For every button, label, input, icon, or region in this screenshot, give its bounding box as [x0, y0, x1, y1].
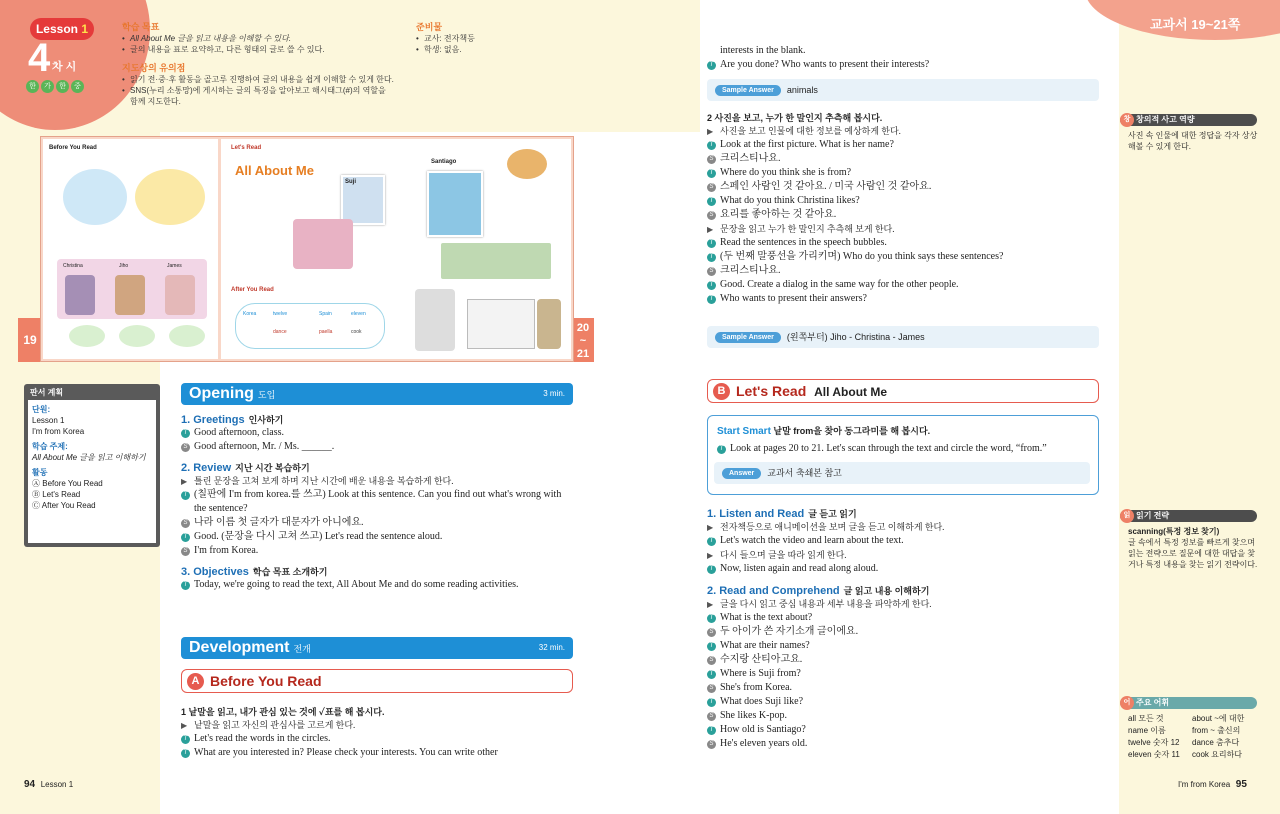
listen-heading: 1. Listen and Read 글 듣고 읽기	[707, 508, 857, 520]
dialog-line: T What are their names?	[707, 639, 1102, 653]
dialog-line: S 두 아이가 쓴 자기소개 글이에요.	[707, 625, 1102, 639]
instruction-line: ▶ 글을 다시 읽고 중심 내용과 세부 내용을 파악하게 한다.	[707, 599, 932, 609]
period-number: 4	[28, 36, 51, 80]
dialog-line: S 크리스티나요.	[707, 152, 1102, 166]
dialog-line: T Look at pages 20 to 21. Let's scan through the text and circle the word, “from.”	[717, 442, 1097, 456]
review-heading: 2. Review 지난 시간 복습하기	[181, 462, 310, 474]
book-page-number: 20 ~ 21	[572, 318, 594, 362]
notes-title: 지도상의 유의점	[122, 63, 186, 73]
continuation: interests in the blank.	[720, 45, 806, 56]
textbook-thumbnail	[40, 136, 574, 362]
vocab-row: all 모든 것 about ~에 대한	[1128, 714, 1245, 723]
activity-item: Ⓑ Let's Read	[32, 490, 81, 499]
prep-item: • 교사: 전자책등	[416, 33, 536, 44]
reading-strategy-tag: 읽 읽기 전략	[1120, 510, 1257, 522]
prep-title: 준비물	[416, 22, 443, 32]
right-top	[707, 44, 1102, 72]
opening-body	[181, 413, 576, 592]
dialog-line: S 나라 이름 첫 글자가 대문자가 아니에요.	[181, 516, 576, 530]
dialog-line: T Who wants to present their answers?	[707, 292, 1102, 306]
prep-item: • 학생: 없음.	[416, 44, 536, 55]
book-page-20-21: Let's Read All About Me Suji Santiago After You Read Korea twelve Spain eleven dance paella cook	[221, 139, 571, 359]
learning-goals	[122, 20, 412, 107]
greetings-heading: 1. Greetings 인사하기	[181, 414, 284, 426]
dialog-line: T Are you done? Who wants to present their interests?	[707, 58, 1102, 72]
question-1	[181, 705, 576, 760]
read-comp-heading: 2. Read and Comprehend 글 읽고 내용 이해하기	[707, 585, 930, 597]
dialog-line: S 요리를 좋아하는 것 같아요.	[707, 208, 1102, 222]
dialog-line: T What do you think Christina likes?	[707, 194, 1102, 208]
skill-dot: 한	[56, 80, 69, 93]
unit-line: I'm from Korea	[32, 427, 85, 436]
activities-heading: 활동	[32, 468, 48, 477]
before-you-read-header: A Before You Read	[181, 669, 573, 693]
activity-item: Ⓒ After You Read	[32, 501, 96, 510]
creative-thinking-note: 사진 속 인물에 대한 정답을 각자 상상해볼 수 있게 한다.	[1128, 131, 1258, 151]
dialog-line: S 수지랑 산티아고요.	[707, 653, 1102, 667]
dialog-line: T Look at the first picture. What is her name?	[707, 138, 1102, 152]
book-title: All About Me	[235, 163, 314, 178]
skill-dot: 중	[71, 80, 84, 93]
dialog-line: T Where is Suji from?	[707, 667, 1102, 681]
start-smart-title: Start Smart 낱말 from을 찾아 동그라미를 해 봅시다.	[717, 426, 931, 437]
dialog-line: T (두 번째 말풍선을 가리키며) Who do you think says these sentences?	[707, 250, 1102, 264]
note-item: • SNS(누리 소통망)에 게시하는 글의 특징을 알아보고 해시태그(#)의 역할을 함께 지도한다.	[122, 85, 392, 107]
right-footer: I'm from Korea 95	[1178, 779, 1247, 790]
dialog-line: T Read the sentences in the speech bubbles.	[707, 236, 1102, 250]
topic-text: All About Me 글을 읽고 이해하기	[32, 453, 146, 462]
vocab-list	[1128, 713, 1268, 761]
dialog-line: S 크리스티나요.	[707, 264, 1102, 278]
instruction-line: ▶ 낱말을 읽고 자신의 관심사를 고르게 한다.	[181, 720, 356, 730]
book-page-19	[43, 139, 218, 359]
sample-answer-box: Sample Answer (왼쪽부터) Jiho - Christina - James	[707, 326, 1099, 348]
lesson-pill: Lesson 1	[30, 18, 94, 40]
dialog-line: T Let's read the words in the circles.	[181, 732, 576, 746]
unit-line: Lesson 1	[32, 416, 65, 425]
board-plan	[24, 384, 160, 547]
people-photos: Christina Jiho James	[57, 259, 207, 319]
reading-strategy-note: scanning(특정 정보 찾기) 글 속에서 특정 정보를 빠르게 찾으며 읽는 전략으로 질문에 대한 대답을 찾거나 특정 내용을 찾는 읽기 전략이다.	[1128, 527, 1258, 569]
dialog-line: T Good. Create a dialog in the same way for the other people.	[707, 278, 1102, 292]
dialog-line: T Where do you think she is from?	[707, 166, 1102, 180]
opening-header: Opening 도입 3 min.	[181, 383, 573, 405]
textbook-pages-label: 교과서 19~21쪽	[1150, 17, 1241, 32]
activity-item: Ⓐ Before You Read	[32, 479, 103, 488]
dialog-line: T How old is Santiago?	[707, 723, 1102, 737]
dialog-line: S He's eleven years old.	[707, 737, 1102, 751]
question-2	[707, 111, 1102, 306]
word-circle	[63, 169, 127, 225]
word-circle	[135, 169, 205, 225]
start-smart-box	[707, 415, 1099, 495]
dialog-line: T What is the text about?	[707, 611, 1102, 625]
dialog-line: T Let's watch the video and learn about the text.	[707, 534, 1102, 548]
dialog-line: S I'm from Korea.	[181, 544, 576, 558]
dialog-line: T What does Suji like?	[707, 695, 1102, 709]
period-label: 차 시	[52, 61, 77, 73]
instruction-line: ▶ 틀린 문장을 고쳐 보게 하며 지난 시간에 배운 내용을 복습하게 한다.	[181, 476, 454, 486]
dialog-line: T Good afternoon, class.	[181, 426, 576, 440]
instruction-line: ▶ 다시 들으며 글을 따라 읽게 한다.	[707, 550, 847, 560]
instruction-line: ▶ 문장을 읽고 누가 한 말인지 추측해 보게 한다.	[707, 224, 895, 234]
vocab-row: eleven 숫자 11 cook 요리하다	[1128, 750, 1243, 759]
instruction-line: ▶ 전자책등으로 애니메이션을 보며 글을 듣고 이해하게 한다.	[707, 522, 945, 532]
skill-dot: 가	[41, 80, 54, 93]
dialog-line: T Now, listen again and read along aloud.	[707, 562, 1102, 576]
dialog-line: S She's from Korea.	[707, 681, 1102, 695]
key-vocab-tag: 어 주요 어휘	[1120, 697, 1257, 709]
skill-dots	[26, 80, 84, 93]
unit-heading: 단원:	[32, 405, 51, 414]
development-header: Development 전개 32 min.	[181, 637, 573, 659]
skill-dot: 한	[26, 80, 39, 93]
left-footer: 94 Lesson 1	[24, 779, 74, 790]
question-title: 2 사진을 보고, 누가 한 말인지 추측해 봅시다.	[707, 113, 883, 123]
lets-read-header: B Let's Read All About Me	[707, 379, 1099, 403]
goal-item: • 글의 내용을 표로 요약하고, 다른 형태의 글로 쓸 수 있다.	[122, 44, 412, 55]
book-heading: Let's Read	[231, 145, 262, 151]
board-plan-title: 판서 계획	[30, 388, 64, 397]
goal-item: • All About Me 글을 읽고 내용을 이해할 수 있다.	[122, 33, 412, 44]
dialog-line: T What are you interested in? Please check your interests. You can write other	[181, 746, 576, 760]
goals-title: 학습 목표	[122, 22, 160, 32]
topic-heading: 학습 주제:	[32, 442, 68, 451]
vocab-row: twelve 숫자 12 dance 춤추다	[1128, 738, 1240, 747]
listen-and-read	[707, 507, 1102, 751]
book-heading: Before You Read	[49, 145, 97, 151]
sample-answer-box: Sample Answer animals	[707, 79, 1099, 101]
materials	[416, 20, 536, 55]
dialog-line: S Good afternoon, Mr. / Ms. ______.	[181, 440, 576, 454]
answer-box: Answer 교과서 축쇄본 참고	[714, 462, 1090, 484]
dialog-line: T Today, we're going to read the text, All About Me and do some reading activities.	[181, 578, 576, 592]
creative-thinking-tag: 창 창의적 사고 역량	[1120, 114, 1257, 126]
vocab-row: name 이름 from ~ 출신의	[1128, 726, 1241, 735]
objectives-heading: 3. Objectives 학습 목표 소개하기	[181, 566, 328, 578]
dialog-line: T (칠판에 I'm from korea.를 쓰고) Look at this sentence. Can you find out what's wrong with the sentence?	[181, 488, 576, 516]
book-page-number: 19	[18, 318, 42, 362]
dialog-line: S She likes K-pop.	[707, 709, 1102, 723]
instruction-line: ▶ 사진을 보고 인물에 대한 정보를 예상하게 한다.	[707, 126, 901, 136]
note-item: • 읽기 전·중·후 활동을 골고루 진행하여 글의 내용을 쉽게 이해할 수 있게 한다.	[122, 74, 412, 85]
question-title: 1 낱말을 읽고, 내가 관심 있는 것에 ✓표를 해 봅시다.	[181, 707, 385, 717]
dialog-line: S 스페인 사람인 것 같아요. / 미국 사람인 것 같아요.	[707, 180, 1102, 194]
dialog-line: T Good. (문장을 다시 고쳐 쓰고) Let's read the sentence aloud.	[181, 530, 576, 544]
